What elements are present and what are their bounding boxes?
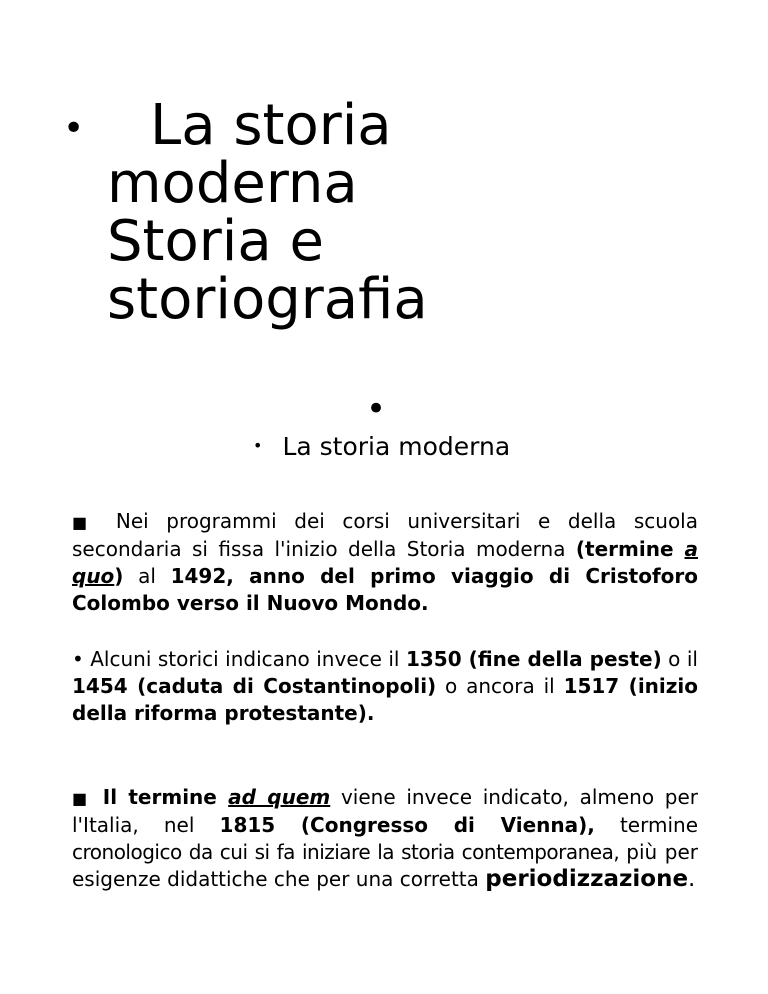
para-text: viene invece indicato, almeno per l'Italia, nel: [72, 785, 699, 837]
para-text: cronologico da cui si fa iniziare la storia contemporanea,: [72, 840, 627, 864]
subheading: [253, 430, 510, 465]
paragraph-other-dates: [72, 646, 698, 727]
subheading-text: La storia moderna: [282, 432, 511, 461]
subheading-bullet: •: [253, 436, 263, 455]
para-bold-text: 1815 (Congresso di Vienna),: [219, 813, 595, 837]
para-bold-text: 1350 (fine della peste): [405, 647, 662, 671]
latin-term: a quo: [72, 537, 698, 588]
para-text: al: [123, 564, 171, 588]
square-bullet: ■: [72, 513, 99, 532]
para-bold-text: 1454 (caduta di Costantinopoli): [72, 674, 437, 698]
round-bullet: •: [72, 647, 84, 671]
para-bold-text: periodizzazione: [485, 866, 689, 892]
para-bold-text: 1517 (inizio della riforma protestante).: [72, 674, 698, 725]
page-title: [107, 93, 663, 332]
para-text: .: [688, 866, 696, 892]
paragraph-termine-ad-quem: [72, 784, 698, 893]
para-bold-text: 1492, anno del primo viaggio di Cristoforo Colombo verso il Nuovo Mondo.: [72, 564, 698, 615]
title-line: moderna: [107, 151, 358, 216]
para-text: o ancora il: [436, 674, 564, 698]
latin-term: ad quem: [228, 785, 331, 809]
para-text: o il: [661, 647, 698, 671]
para-text: Alcuni storici indicano invece il: [83, 647, 406, 671]
para-text: più per esigenze didattiche che per una corretta: [72, 840, 698, 891]
title-line: storiografia: [107, 267, 428, 332]
square-bullet: ■: [72, 789, 92, 808]
para-bold-text: ): [114, 564, 124, 588]
paragraph-termine-a-quo: [72, 508, 698, 617]
title-line: Storia e: [107, 209, 324, 274]
title-line: La storia: [150, 93, 392, 158]
para-bold-text: Il termine: [91, 785, 229, 809]
title-block: [63, 93, 663, 332]
center-bullet: •: [366, 389, 387, 429]
para-bold-text: (termine: [575, 537, 685, 561]
title-bullet: •: [63, 108, 85, 149]
para-text: termine: [594, 813, 699, 837]
para-text: Nei programmi dei corsi universitari e della scuola secondaria si fissa l'inizio della Storia moderna: [72, 509, 698, 561]
